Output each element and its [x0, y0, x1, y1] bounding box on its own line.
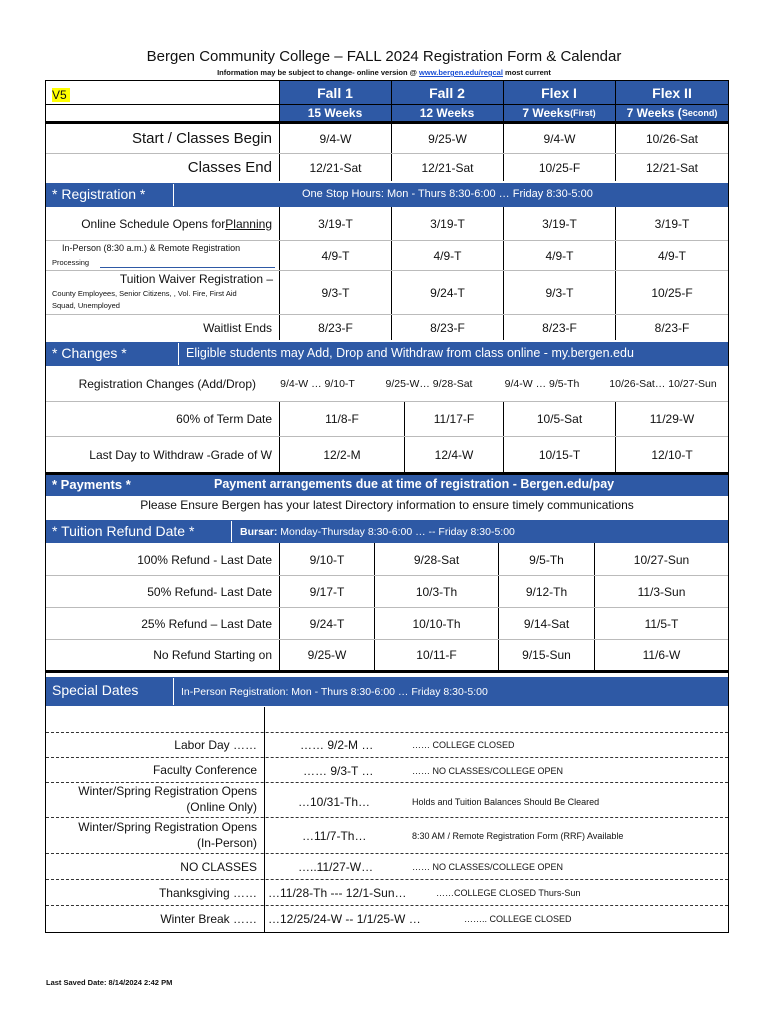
date-cell: 9/24-T — [309, 616, 345, 631]
date-cell: 3/19-T — [654, 217, 690, 231]
date-cell: 10/27-Sun — [633, 552, 690, 567]
heading-divider — [231, 521, 232, 542]
date-cell: 9/4-W … 9/10-T — [280, 378, 355, 390]
row-label: Winter Break …… — [160, 911, 257, 926]
bursar-hours — [240, 526, 515, 538]
row-label: Last Day to Withdraw -Grade of W — [89, 447, 272, 462]
column-divider — [264, 707, 265, 932]
label-text: Online Schedule Opens for — [81, 217, 226, 231]
date-cell: 8/23-F — [430, 320, 465, 335]
page-title: Bergen Community College – FALL 2024 Registration Form & Calendar — [146, 48, 622, 65]
date-cell: 12/4-W — [434, 447, 474, 462]
row-label: 60% of Term Date — [176, 412, 272, 426]
row-label: 50% Refund- Last Date — [147, 584, 272, 599]
row-label: In-Person (8:30 a.m.) & Remote Registration — [62, 243, 241, 253]
last-saved-date: Last Saved Date: 8/14/2024 2:42 PM — [46, 978, 173, 987]
date-cell: 11/3-Sun — [637, 584, 686, 599]
date-cell: 9/4-W … 9/5-Th — [504, 378, 580, 390]
date-cell: 3/19-T — [430, 217, 465, 231]
date-cell: 3/19-T — [318, 217, 353, 231]
subtitle-suffix: most current — [502, 68, 551, 77]
special-date: …… 9/2-M … — [300, 738, 374, 752]
row-label: Thanksgiving …… — [158, 885, 257, 900]
label-underlined: Planning — [225, 217, 272, 231]
refund-heading: * Tuition Refund Date * — [52, 523, 195, 539]
row-label: 25% Refund – Last Date — [141, 616, 272, 631]
date-cell: 12/10-T — [651, 447, 693, 462]
special-dates-hours: In-Person Registration: Mon - Thurs 8:30-6:00 … Friday 8:30-5:00 — [181, 686, 488, 698]
row-label: Registration Changes (Add/Drop) — [78, 377, 256, 391]
date-cell: 4/9-T — [321, 248, 350, 263]
date-cell: 12/2-M — [323, 447, 361, 462]
date-cell: 10/26-Sat — [645, 131, 699, 146]
special-note: 8:30 AM / Remote Registration Form (RRF) Available — [412, 831, 624, 841]
date-cell: 8/23-F — [654, 320, 690, 335]
row-label: Waitlist Ends — [203, 320, 272, 335]
date-cell: 9/14-Sat — [523, 616, 570, 631]
row-label-sub: (In-Person) — [196, 836, 257, 850]
row-label-sub: Processing — [52, 258, 90, 267]
special-date: …11/7-Th… — [302, 829, 367, 843]
row-label: Classes End — [187, 159, 272, 176]
special-note: ……COLLEGE CLOSED Thurs-Sun — [436, 888, 581, 898]
bursar-label: Bursar: — [240, 526, 278, 538]
weeks-count: 7 Weeks — [522, 105, 571, 120]
special-date: …… 9/3-T … — [303, 764, 374, 778]
special-note: …… NO CLASSES/COLLEGE OPEN — [412, 766, 564, 776]
divider — [46, 782, 728, 783]
row-label — [46, 209, 279, 239]
term-weeks — [616, 104, 728, 121]
row-label: Faculty Conference — [152, 763, 257, 777]
row-label: Start / Classes Begin — [131, 130, 272, 147]
date-cell: 10/15-T — [538, 447, 581, 462]
date-cell: 10/26-Sat… 10/27-Sun — [609, 378, 717, 390]
row-label-sub: Squad, Unemployed — [52, 301, 120, 310]
date-cell: 9/25-W — [428, 131, 467, 146]
date-cell: 3/19-T — [542, 217, 577, 231]
row-label: 100% Refund - Last Date — [137, 552, 272, 567]
row-label: Tuition Waiver Registration – — [119, 272, 273, 286]
date-cell: 4/9-T — [545, 248, 574, 263]
underline-field — [100, 267, 275, 268]
row-label: Winter/Spring Registration Opens — [78, 784, 257, 798]
date-cell: 12/21-Sat — [421, 160, 474, 175]
date-cell: 11/6-W — [642, 648, 681, 662]
changes-heading: * Changes * — [52, 345, 127, 361]
date-cell: 9/17-T — [309, 584, 345, 599]
row-label: No Refund Starting on — [153, 648, 272, 662]
payments-heading: * Payments * — [52, 477, 131, 492]
date-cell: 9/4-W — [319, 131, 352, 146]
divider — [46, 817, 728, 818]
subtitle-text: Information may be subject to change- online version @ — [217, 68, 420, 77]
date-cell: 10/5-Sat — [536, 412, 583, 426]
payments-note: Payment arrangements due at time of registration - Bergen.edu/pay — [214, 477, 615, 491]
special-date: …10/31-Th… — [298, 795, 371, 809]
date-cell: 9/3-T — [321, 285, 350, 300]
online-version-link[interactable]: www.bergen.edu/regcal — [419, 68, 503, 77]
date-cell: 9/3-T — [545, 285, 574, 300]
date-cell: 10/3-Th — [415, 584, 458, 599]
weeks-count: 7 Weeks ( — [626, 105, 682, 120]
date-cell: 10/25-F — [651, 285, 693, 300]
date-cell: 9/24-T — [430, 285, 465, 300]
term-weeks: 12 Weeks — [419, 105, 475, 120]
date-cell: 9/10-T — [309, 552, 345, 567]
row-label: Labor Day …… — [174, 738, 257, 752]
special-date: …11/28-Th --- 12/1-Sun… — [268, 886, 407, 900]
date-cell: 9/4-W — [543, 131, 576, 146]
weeks-note: (First) — [570, 107, 596, 118]
date-cell: 4/9-T — [433, 248, 462, 263]
date-cell: 4/9-T — [657, 248, 686, 263]
date-cell: 11/29-W — [649, 412, 695, 426]
date-cell: 12/21-Sat — [309, 160, 362, 175]
special-date: …12/25/24-W -- 1/1/25-W … — [268, 912, 421, 926]
date-cell: 9/15-Sun — [522, 648, 571, 662]
date-cell: 10/11-F — [416, 648, 457, 662]
date-cell: 11/17-F — [433, 412, 475, 426]
special-date: …..11/27-W… — [298, 860, 374, 874]
divider — [46, 670, 728, 673]
page-subtitle — [0, 68, 768, 77]
date-cell: 9/25-W — [307, 648, 347, 662]
changes-note: Eligible students may Add, Drop and Withdraw from class online - my.bergen.edu — [186, 346, 634, 360]
registration-hours: One Stop Hours: Mon - Thurs 8:30-6:00 … Friday 8:30-5:00 — [302, 188, 593, 200]
term-flex-2: Flex II — [652, 84, 692, 101]
term-fall-1: Fall 1 — [317, 84, 353, 101]
special-dates-heading: Special Dates — [52, 682, 139, 698]
date-cell: 9/28-Sat — [413, 552, 460, 567]
special-note: …… NO CLASSES/COLLEGE OPEN — [412, 862, 564, 872]
registration-heading: * Registration * — [52, 186, 146, 202]
date-cell: 8/23-F — [318, 320, 353, 335]
date-cell: 10/25-F — [538, 160, 581, 175]
row-label: NO CLASSES — [180, 859, 257, 874]
date-cell: 10/10-Th — [412, 616, 461, 631]
term-weeks — [504, 104, 614, 121]
version-badge: V5 — [52, 88, 70, 102]
row-label: Winter/Spring Registration Opens — [78, 820, 257, 834]
date-cell: 11/5-T — [644, 616, 679, 631]
payments-reminder: Please Ensure Bergen has your latest Directory information to ensure timely communications — [140, 498, 634, 512]
date-cell: 8/23-F — [542, 320, 577, 335]
heading-divider — [178, 343, 179, 365]
date-cell: 11/8-F — [325, 412, 359, 426]
row-label-sub: County Employees, Senior Citizens, , Vol. Fire, First Aid — [52, 289, 237, 298]
term-flex-1: Flex I — [541, 84, 577, 101]
special-note: …… COLLEGE CLOSED — [412, 740, 515, 750]
row-label-sub: (Online Only) — [186, 800, 257, 814]
special-note: …….. COLLEGE CLOSED — [464, 914, 572, 924]
date-cell: 12/21-Sat — [645, 160, 699, 175]
heading-divider — [173, 678, 174, 705]
special-note: Holds and Tuition Balances Should Be Cleared — [412, 797, 600, 807]
weeks-note: Second) — [681, 107, 718, 118]
heading-divider — [173, 184, 174, 206]
term-weeks: 15 Weeks — [307, 105, 363, 120]
date-cell: 9/5-Th — [529, 552, 564, 567]
date-cell: 9/25-W… 9/28-Sat — [385, 378, 473, 390]
term-fall-2: Fall 2 — [429, 84, 465, 101]
bursar-hours-text: Monday-Thursday 8:30-6:00 … -- Friday 8:30-5:00 — [277, 526, 515, 538]
date-cell: 9/12-Th — [525, 584, 568, 599]
